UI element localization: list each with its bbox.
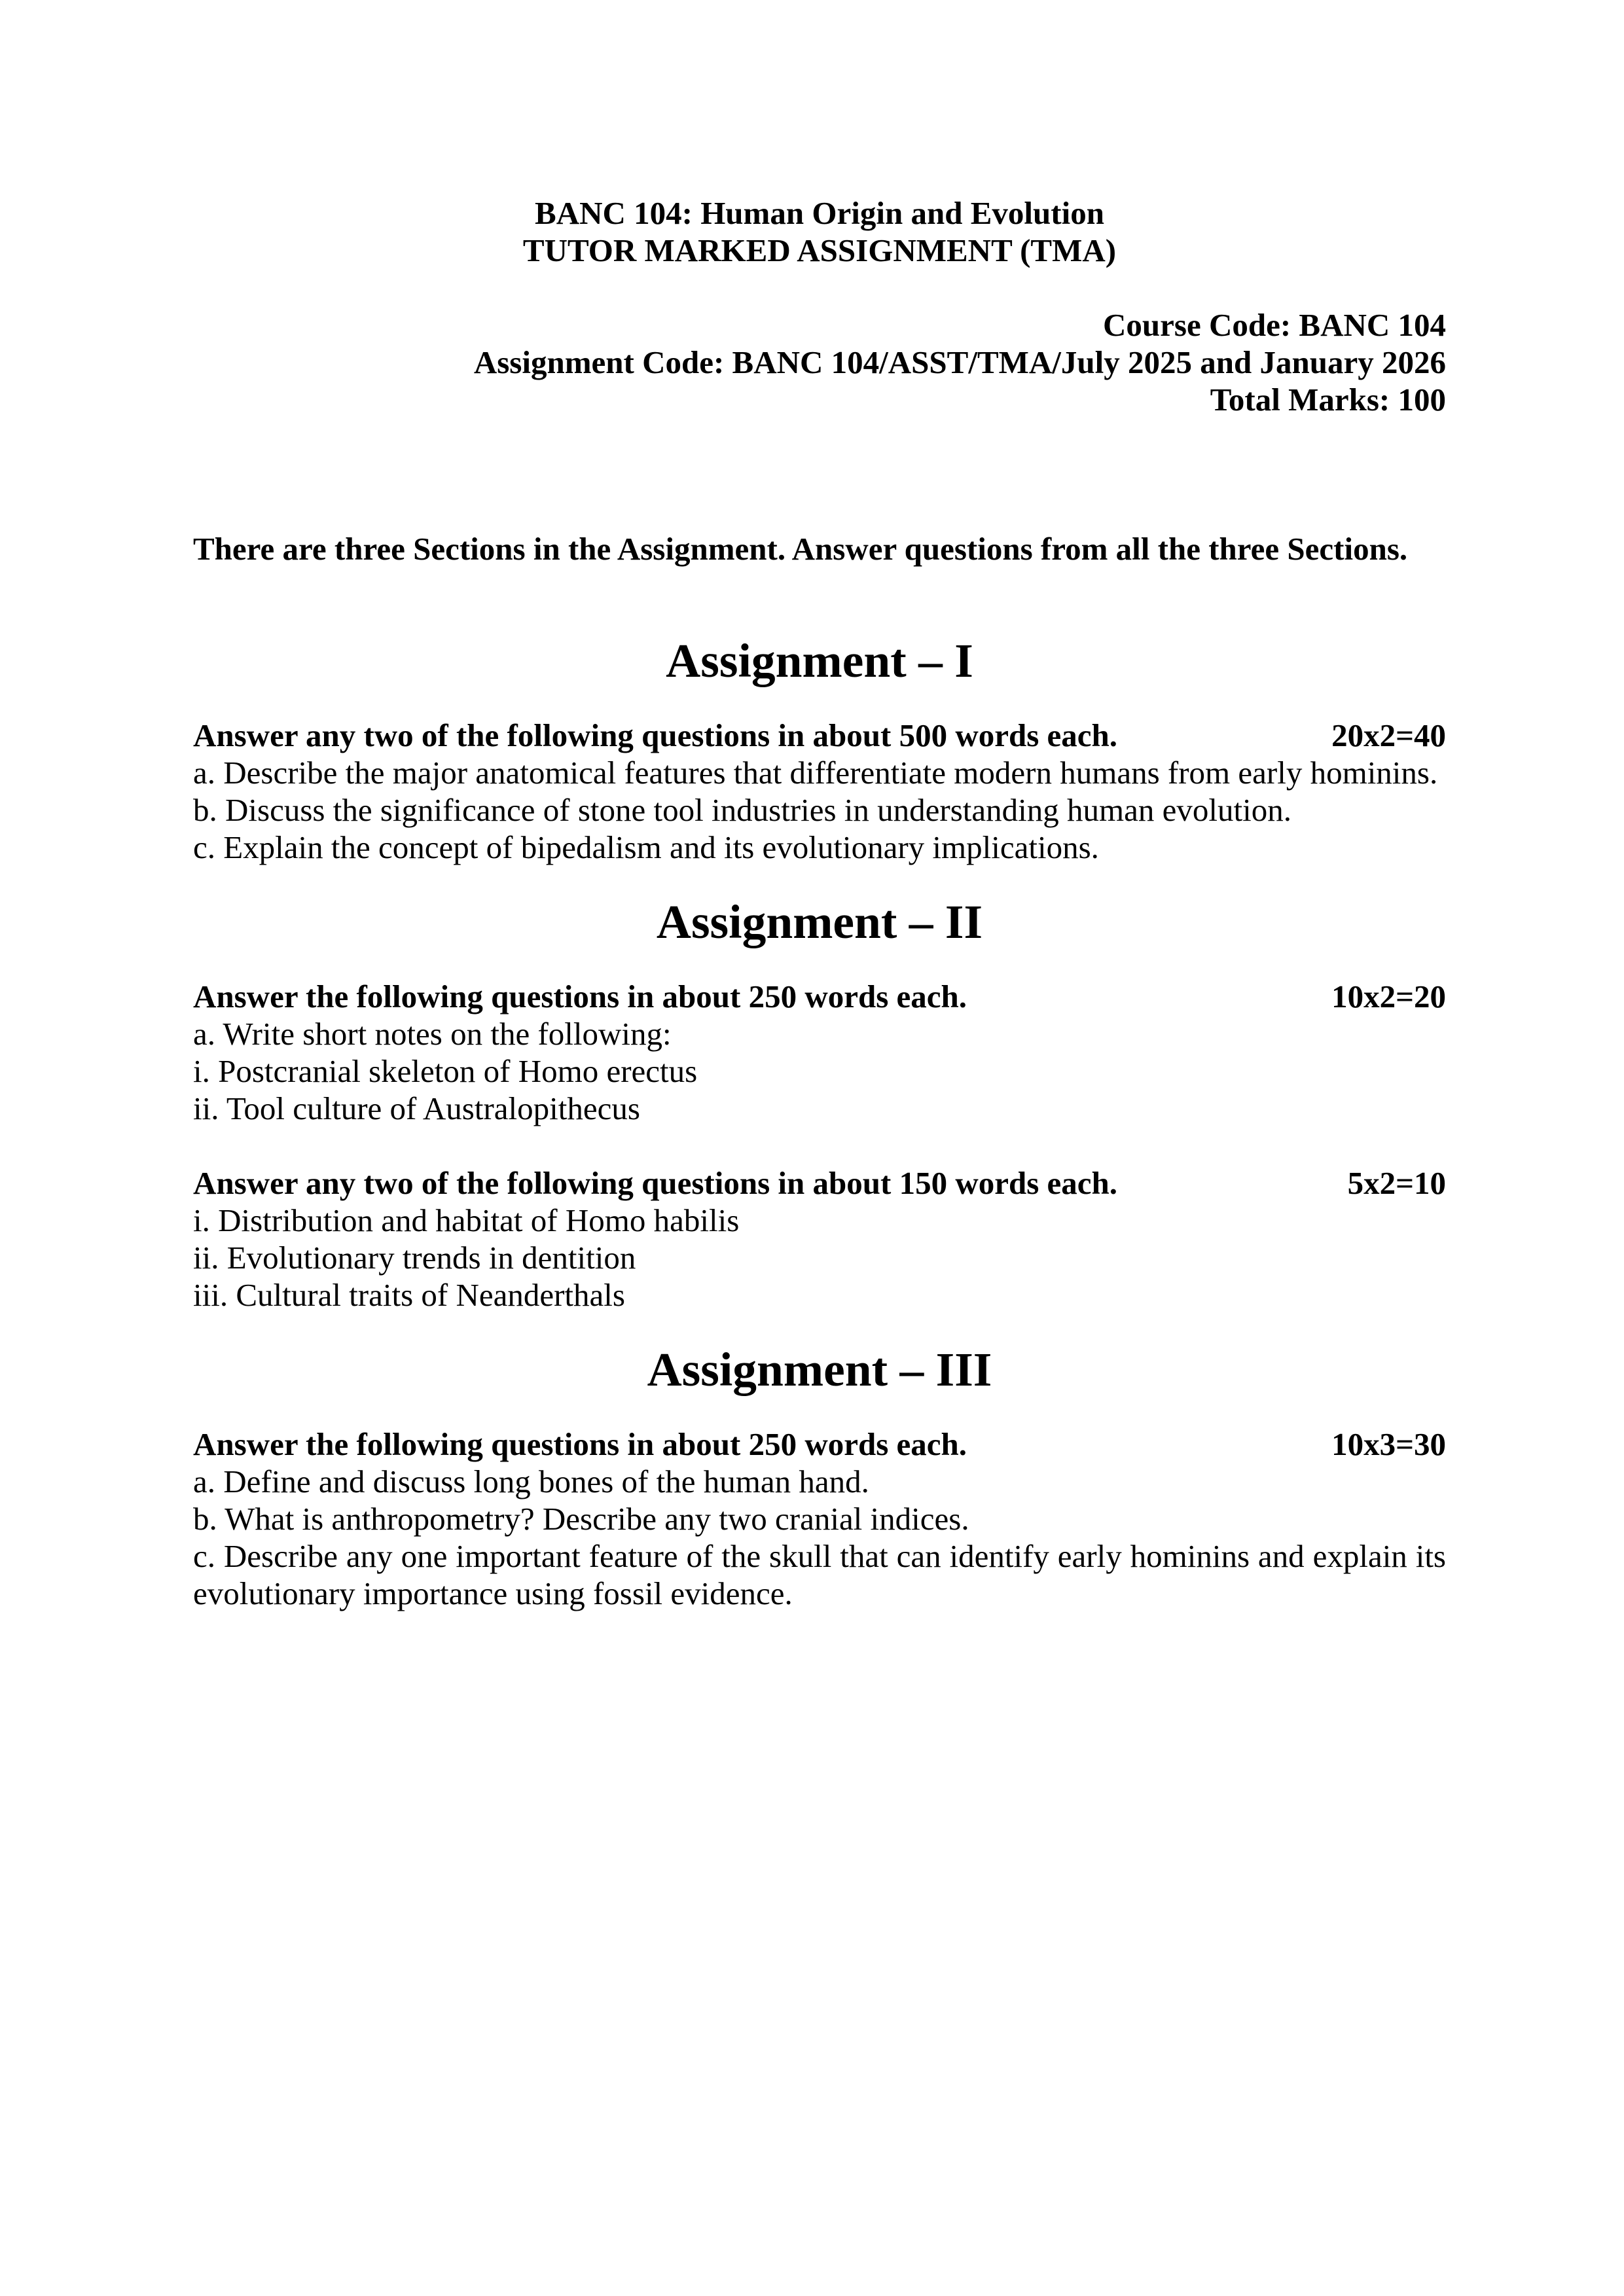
section-heading-assignment-3: Assignment – III bbox=[647, 1343, 992, 1396]
document-header bbox=[193, 194, 1446, 269]
question-item: i. Postcranial skeleton of Homo erectus bbox=[193, 1053, 698, 1089]
assignment-type-title: TUTOR MARKED ASSIGNMENT (TMA) bbox=[522, 232, 1117, 268]
course-title: BANC 104: Human Origin and Evolution bbox=[535, 195, 1104, 231]
question-item: iii. Cultural traits of Neanderthals bbox=[193, 1277, 625, 1313]
course-code: Course Code: BANC 104 bbox=[1103, 307, 1446, 343]
question-item: ii. Evolutionary trends in dentition bbox=[193, 1240, 636, 1276]
total-marks: Total Marks: 100 bbox=[1210, 382, 1446, 418]
question-item: a. Write short notes on the following: bbox=[193, 1016, 672, 1052]
question-item: ii. Tool culture of Australopithecus bbox=[193, 1090, 640, 1126]
instruction-text: Answer any two of the following questions in about 150 words each. bbox=[193, 1165, 1118, 1201]
meta-block bbox=[193, 306, 1446, 418]
section-heading-assignment-1: Assignment – I bbox=[666, 634, 973, 687]
question-item: i. Distribution and habitat of Homo habilis bbox=[193, 1202, 740, 1238]
assignment-code: Assignment Code: BANC 104/ASST/TMA/July 2025 and January 2026 bbox=[473, 344, 1446, 380]
intro-note: There are three Sections in the Assignment. Answer questions from all the three Sections. bbox=[193, 531, 1408, 567]
instruction-row bbox=[193, 1164, 1446, 1202]
instruction-text: Answer any two of the following questions in about 500 words each. bbox=[193, 717, 1118, 753]
instruction-row bbox=[193, 978, 1446, 1015]
instruction-text: Answer the following questions in about 250 words each. bbox=[193, 978, 967, 1014]
marks-value: 5x2=10 bbox=[1347, 1165, 1446, 1201]
section-heading-assignment-2: Assignment – II bbox=[656, 895, 983, 948]
question-item: b. Discuss the significance of stone tool industries in understanding human evolution. bbox=[193, 792, 1291, 828]
instruction-row bbox=[193, 717, 1446, 754]
question-item: a. Define and discuss long bones of the human hand. bbox=[193, 1463, 869, 1499]
instruction-text: Answer the following questions in about 250 words each. bbox=[193, 1426, 967, 1462]
question-item: c. Describe any one important feature of the skull that can identify early hominins and explain its evolutionary importance using fossil evidence. bbox=[193, 1538, 1446, 1611]
marks-value: 10x3=30 bbox=[1331, 1426, 1446, 1462]
instruction-row bbox=[193, 1426, 1446, 1463]
marks-value: 10x2=20 bbox=[1331, 978, 1446, 1014]
question-item: c. Explain the concept of bipedalism and its evolutionary implications. bbox=[193, 829, 1099, 865]
marks-value: 20x2=40 bbox=[1331, 717, 1446, 753]
question-item: a. Describe the major anatomical features that differentiate modern humans from early hominins. bbox=[193, 755, 1438, 791]
question-item: b. What is anthropometry? Describe any two cranial indices. bbox=[193, 1501, 969, 1537]
